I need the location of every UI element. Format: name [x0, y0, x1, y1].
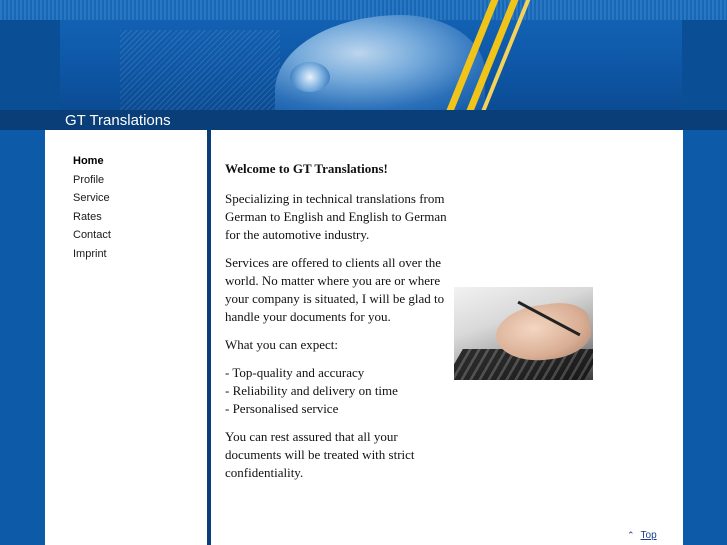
nav-item-service[interactable]: Service — [73, 192, 110, 204]
nav-item-contact[interactable]: Contact — [73, 229, 111, 241]
top-link[interactable] — [627, 530, 657, 541]
nav-item-home[interactable]: Home — [73, 155, 104, 167]
content-text — [225, 160, 447, 492]
sidebar-nav — [45, 130, 207, 545]
nav-item-imprint[interactable]: Imprint — [73, 247, 107, 260]
paragraph-intro: Specializing in technical translations from German to English and English to German for the automotive industry. — [225, 191, 447, 242]
site-title[interactable]: GT Translations — [65, 112, 171, 129]
nav-list — [73, 152, 111, 263]
banner-left-panel — [0, 20, 60, 110]
paragraph-expect: What you can expect: — [225, 337, 338, 352]
nav-item-rates[interactable]: Rates — [73, 210, 102, 223]
banner-right-panel — [682, 20, 727, 110]
paragraph-confidentiality: You can rest assured that all your documents will be treated with strict confidentiality. — [225, 429, 415, 480]
banner-stripe — [0, 0, 727, 20]
nav-item-profile[interactable]: Profile — [73, 173, 105, 186]
main-content — [211, 130, 683, 545]
left-edge — [0, 130, 42, 545]
banner-hatch — [120, 30, 280, 110]
chevron-up-icon: ⌃ — [627, 530, 635, 540]
top-link-label: Top — [640, 530, 657, 541]
paragraph-services: Services are offered to clients all over the world. No matter where you are or where your company is situated, I will be glad to handle your documents for you. — [225, 255, 445, 324]
typing-hands-photo — [454, 287, 593, 380]
header-banner — [0, 0, 727, 110]
page-heading: Welcome to GT Translations! — [225, 161, 388, 176]
right-edge — [686, 130, 727, 545]
paragraph-list: - Top-quality and accuracy - Reliability and delivery on time - Personalised service — [225, 365, 398, 416]
car-wheel — [290, 62, 330, 92]
